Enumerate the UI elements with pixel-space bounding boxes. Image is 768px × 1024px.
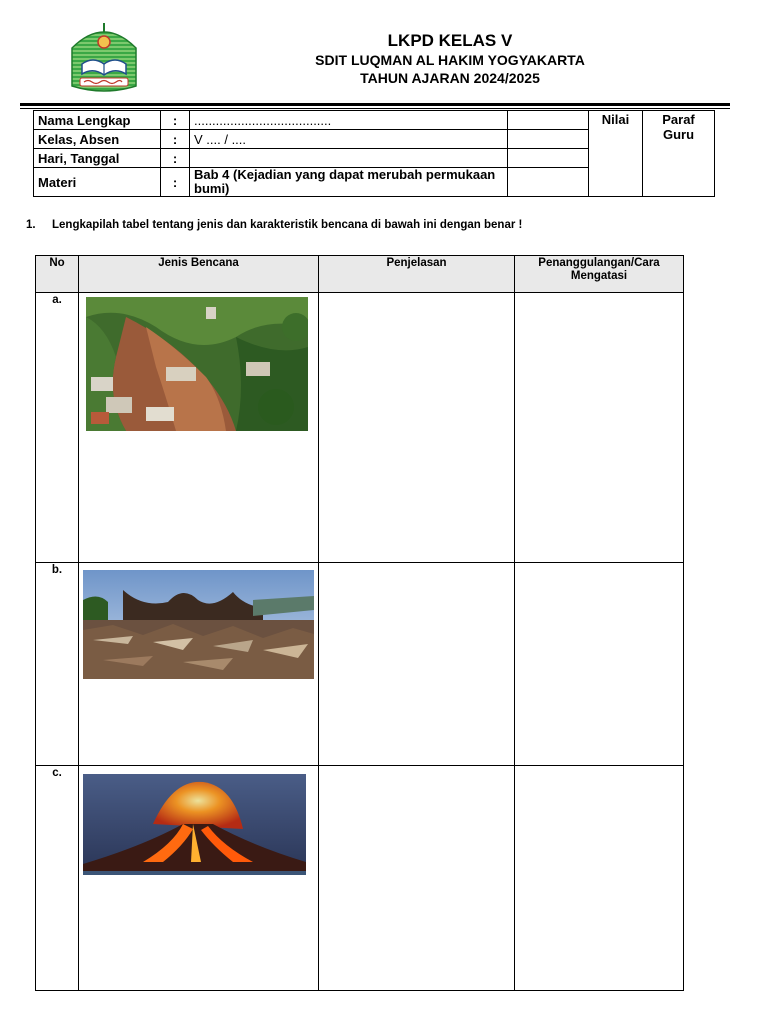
disaster-image-cell	[79, 563, 319, 766]
disaster-image-cell	[79, 766, 319, 991]
penjelasan-answer-field[interactable]	[319, 293, 515, 563]
school-name: SDIT LUQMAN AL HAKIM YOGYAKARTA	[315, 52, 585, 68]
nilai-box[interactable]: Nilai	[589, 111, 643, 197]
col-header-jenis-bencana: Jenis Bencana	[79, 256, 319, 293]
colon: :	[161, 149, 190, 168]
col-header-penanggulangan: Penanggulangan/Cara Mengatasi	[515, 256, 684, 293]
date-field[interactable]	[190, 149, 508, 168]
blank-cell	[508, 130, 589, 149]
name-label: Nama Lengkap	[34, 111, 161, 130]
row-number: b.	[36, 563, 79, 766]
col-header-no: No	[36, 256, 79, 293]
header-divider-thick	[20, 103, 730, 106]
row-number: a.	[36, 293, 79, 563]
topic-label: Materi	[34, 168, 161, 197]
paraf-guru-box[interactable]: Paraf Guru	[643, 111, 715, 197]
colon: :	[161, 130, 190, 149]
blank-cell	[508, 111, 589, 130]
table-header-row	[36, 256, 684, 293]
date-label: Hari, Tanggal	[34, 149, 161, 168]
topic-value: Bab 4 (Kejadian yang dapat merubah permukaan bumi)	[190, 168, 508, 197]
name-field[interactable]: ......................................	[190, 111, 508, 130]
row-number: c.	[36, 766, 79, 991]
disaster-table	[35, 255, 684, 991]
header-divider-thin	[20, 108, 730, 109]
penanggulangan-answer-field[interactable]	[515, 293, 684, 563]
table-row	[36, 563, 684, 766]
landslide-photo	[86, 297, 308, 431]
blank-cell	[508, 149, 589, 168]
colon: :	[161, 168, 190, 197]
class-field[interactable]: V .... / ....	[190, 130, 508, 149]
penanggulangan-answer-field[interactable]	[515, 766, 684, 991]
school-logo-icon	[66, 20, 142, 94]
question-1	[26, 219, 522, 231]
volcano-eruption-photo	[83, 774, 306, 875]
question-text: Lengkapilah tabel tentang jenis dan karakteristik bencana di bawah ini dengan benar !	[52, 219, 523, 231]
penanggulangan-answer-field[interactable]	[515, 563, 684, 766]
colon: :	[161, 111, 190, 130]
earthquake-ruins-photo	[83, 570, 314, 679]
doc-title: LKPD KELAS V	[387, 31, 513, 50]
table-row	[36, 766, 684, 991]
blank-cell	[508, 168, 589, 197]
class-label: Kelas, Absen	[34, 130, 161, 149]
col-header-penjelasan: Penjelasan	[319, 256, 515, 293]
student-identity-table	[33, 110, 715, 197]
disaster-image-cell	[79, 293, 319, 563]
penjelasan-answer-field[interactable]	[319, 766, 515, 991]
academic-year: TAHUN AJARAN 2024/2025	[360, 70, 540, 86]
table-row	[36, 293, 684, 563]
identity-row-name	[34, 111, 715, 130]
question-number: 1.	[26, 219, 36, 231]
penjelasan-answer-field[interactable]	[319, 563, 515, 766]
